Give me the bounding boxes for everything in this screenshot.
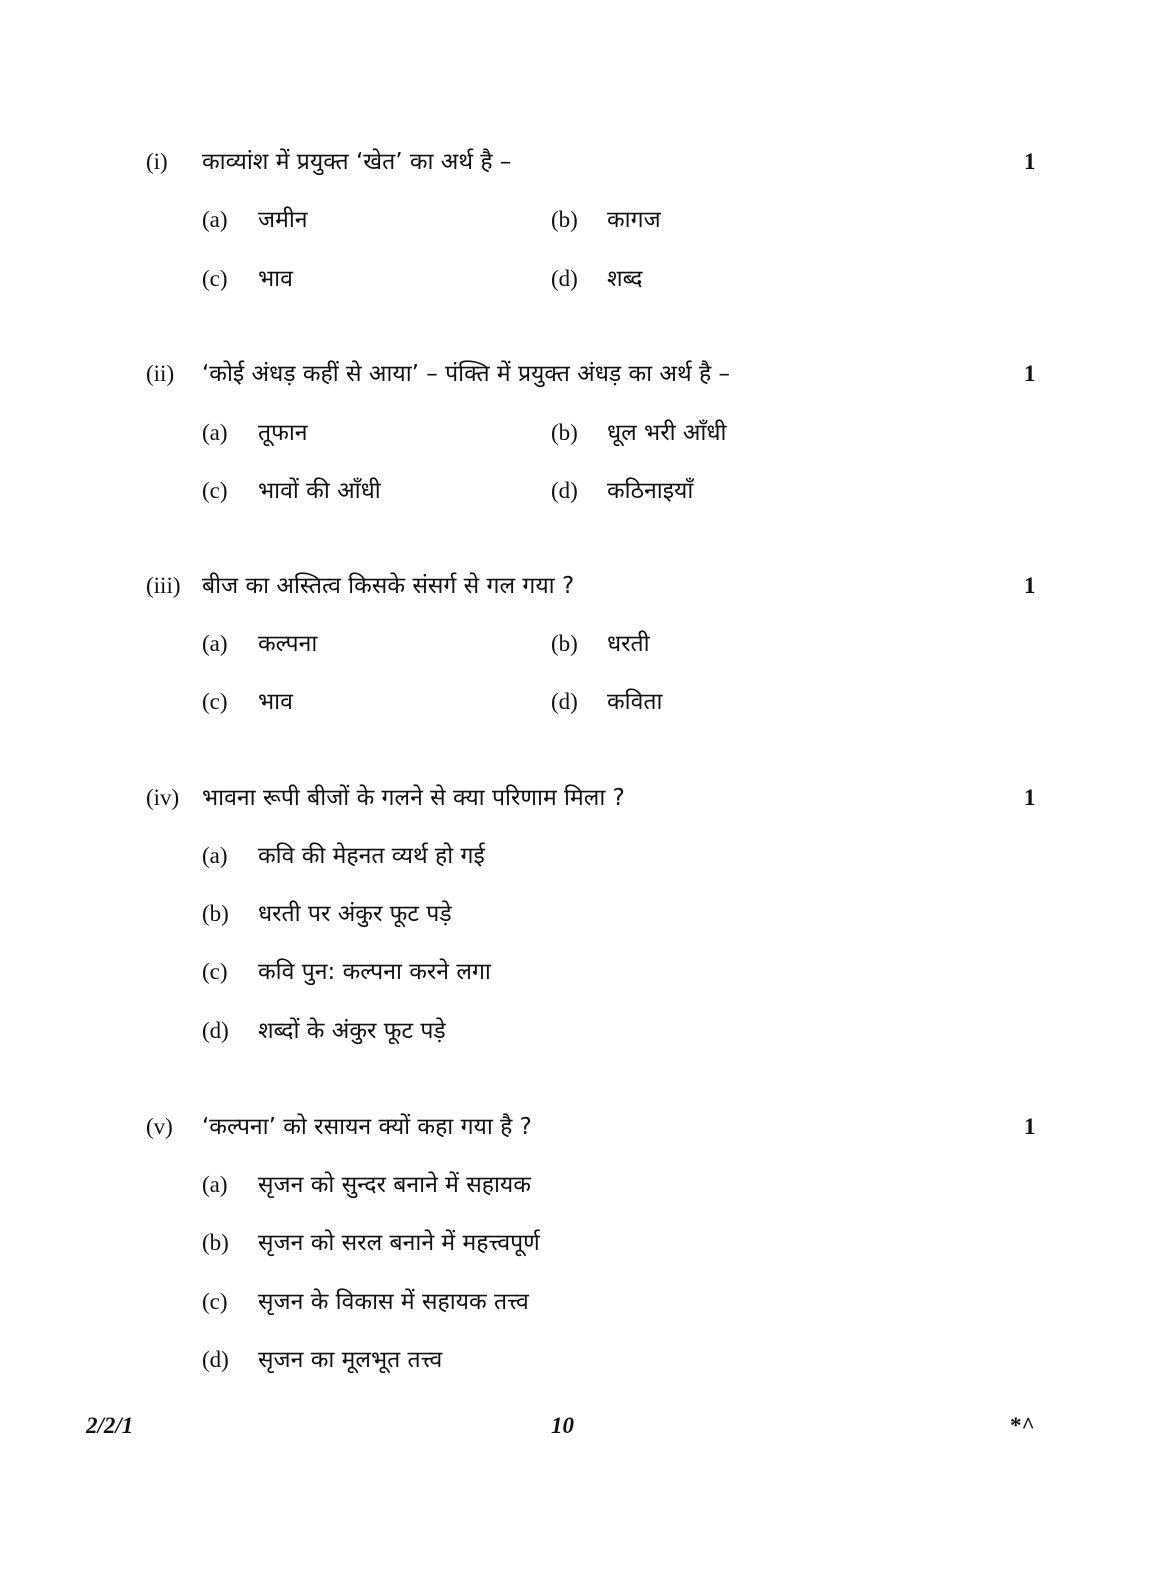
- option-text: सृजन को सुन्दर बनाने में सहायक: [258, 1172, 531, 1198]
- option-text: धरती: [607, 631, 650, 657]
- option-label: (b): [202, 901, 229, 926]
- option-text: कविता: [607, 689, 663, 715]
- option-b: [202, 900, 452, 928]
- option-d: [202, 1346, 442, 1374]
- page-number: 10: [551, 1413, 574, 1438]
- question-number: (iii): [146, 573, 181, 598]
- option-label: (d): [551, 689, 578, 714]
- option-a: [202, 206, 308, 234]
- question-number: (ii): [146, 361, 175, 386]
- footer-mark: *^: [1010, 1413, 1035, 1438]
- question-marks: 1: [1024, 361, 1036, 386]
- question-text: ‘कोई अंधड़ कहीं से आया’ – पंक्ति में प्रयुक्त अंधड़ का अर्थ है –: [202, 361, 730, 387]
- option-a: [202, 842, 485, 870]
- option-b: [551, 630, 650, 658]
- option-d: [551, 265, 643, 293]
- option-label: (d): [551, 266, 578, 291]
- question-text: काव्यांश में प्रयुक्त ‘खेत’ का अर्थ है –: [202, 149, 512, 175]
- option-text: सृजन को सरल बनाने में महत्त्वपूर्ण: [258, 1230, 540, 1256]
- option-text: कल्पना: [258, 631, 318, 657]
- option-text: तूफान: [258, 420, 308, 446]
- question-marks: 1: [1024, 573, 1036, 598]
- question-text: भावना रूपी बीजों के गलने से क्या परिणाम मिला ?: [202, 785, 625, 811]
- option-c: [202, 958, 491, 986]
- option-text: कठिनाइयाँ: [607, 478, 694, 504]
- option-label: (d): [551, 478, 578, 503]
- option-label: (c): [202, 266, 228, 291]
- option-text: कवि की मेहनत व्यर्थ हो गई: [258, 843, 485, 869]
- option-c: [202, 1288, 529, 1316]
- option-a: [202, 419, 308, 447]
- paper-code: 2/2/1: [86, 1413, 134, 1438]
- option-label: (b): [551, 420, 578, 445]
- option-text: कागज: [607, 207, 661, 233]
- option-label: (a): [202, 207, 228, 232]
- option-text: धूल भरी आँधी: [607, 420, 727, 446]
- option-label: (a): [202, 843, 228, 868]
- option-text: सृजन के विकास में सहायक तत्त्व: [258, 1289, 529, 1315]
- question-text: बीज का अस्तित्व किसके संसर्ग से गल गया ?: [202, 573, 575, 599]
- option-label: (a): [202, 1172, 228, 1197]
- option-label: (b): [551, 207, 578, 232]
- question-number: (iv): [146, 785, 180, 810]
- question-marks: 1: [1024, 785, 1036, 810]
- option-label: (d): [202, 1347, 229, 1372]
- option-label: (c): [202, 1289, 228, 1314]
- option-text: धरती पर अंकुर फूट पड़े: [258, 901, 452, 927]
- option-label: (c): [202, 478, 228, 503]
- question-text: ‘कल्पना’ को रसायन क्यों कहा गया है ?: [202, 1114, 532, 1140]
- option-text: सृजन का मूलभूत तत्त्व: [258, 1347, 443, 1373]
- option-d: [551, 688, 662, 716]
- option-b: [551, 206, 661, 234]
- option-text: भाव: [258, 266, 293, 292]
- option-a: [202, 1171, 531, 1199]
- option-label: (a): [202, 420, 228, 445]
- option-text: शब्द: [607, 266, 643, 292]
- option-text: भाव: [258, 689, 293, 715]
- option-text: भावों की आँधी: [258, 478, 381, 504]
- option-label: (c): [202, 959, 228, 984]
- option-d: [202, 1017, 446, 1045]
- option-label: (c): [202, 689, 228, 714]
- option-text: शब्दों के अंकुर फूट पड़े: [258, 1018, 446, 1044]
- question-number: (v): [146, 1114, 173, 1139]
- option-label: (d): [202, 1018, 229, 1043]
- question-number: (i): [146, 149, 168, 174]
- option-b: [202, 1229, 540, 1257]
- option-c: [202, 477, 381, 505]
- option-label: (b): [551, 631, 578, 656]
- option-text: कवि पुन: कल्पना करने लगा: [258, 959, 491, 985]
- option-label: (b): [202, 1230, 229, 1255]
- question-marks: 1: [1024, 1114, 1036, 1139]
- option-a: [202, 630, 317, 658]
- option-text: जमीन: [258, 207, 308, 233]
- option-b: [551, 419, 727, 447]
- option-c: [202, 688, 293, 716]
- option-c: [202, 265, 293, 293]
- question-marks: 1: [1024, 149, 1036, 174]
- option-d: [551, 477, 693, 505]
- option-label: (a): [202, 631, 228, 656]
